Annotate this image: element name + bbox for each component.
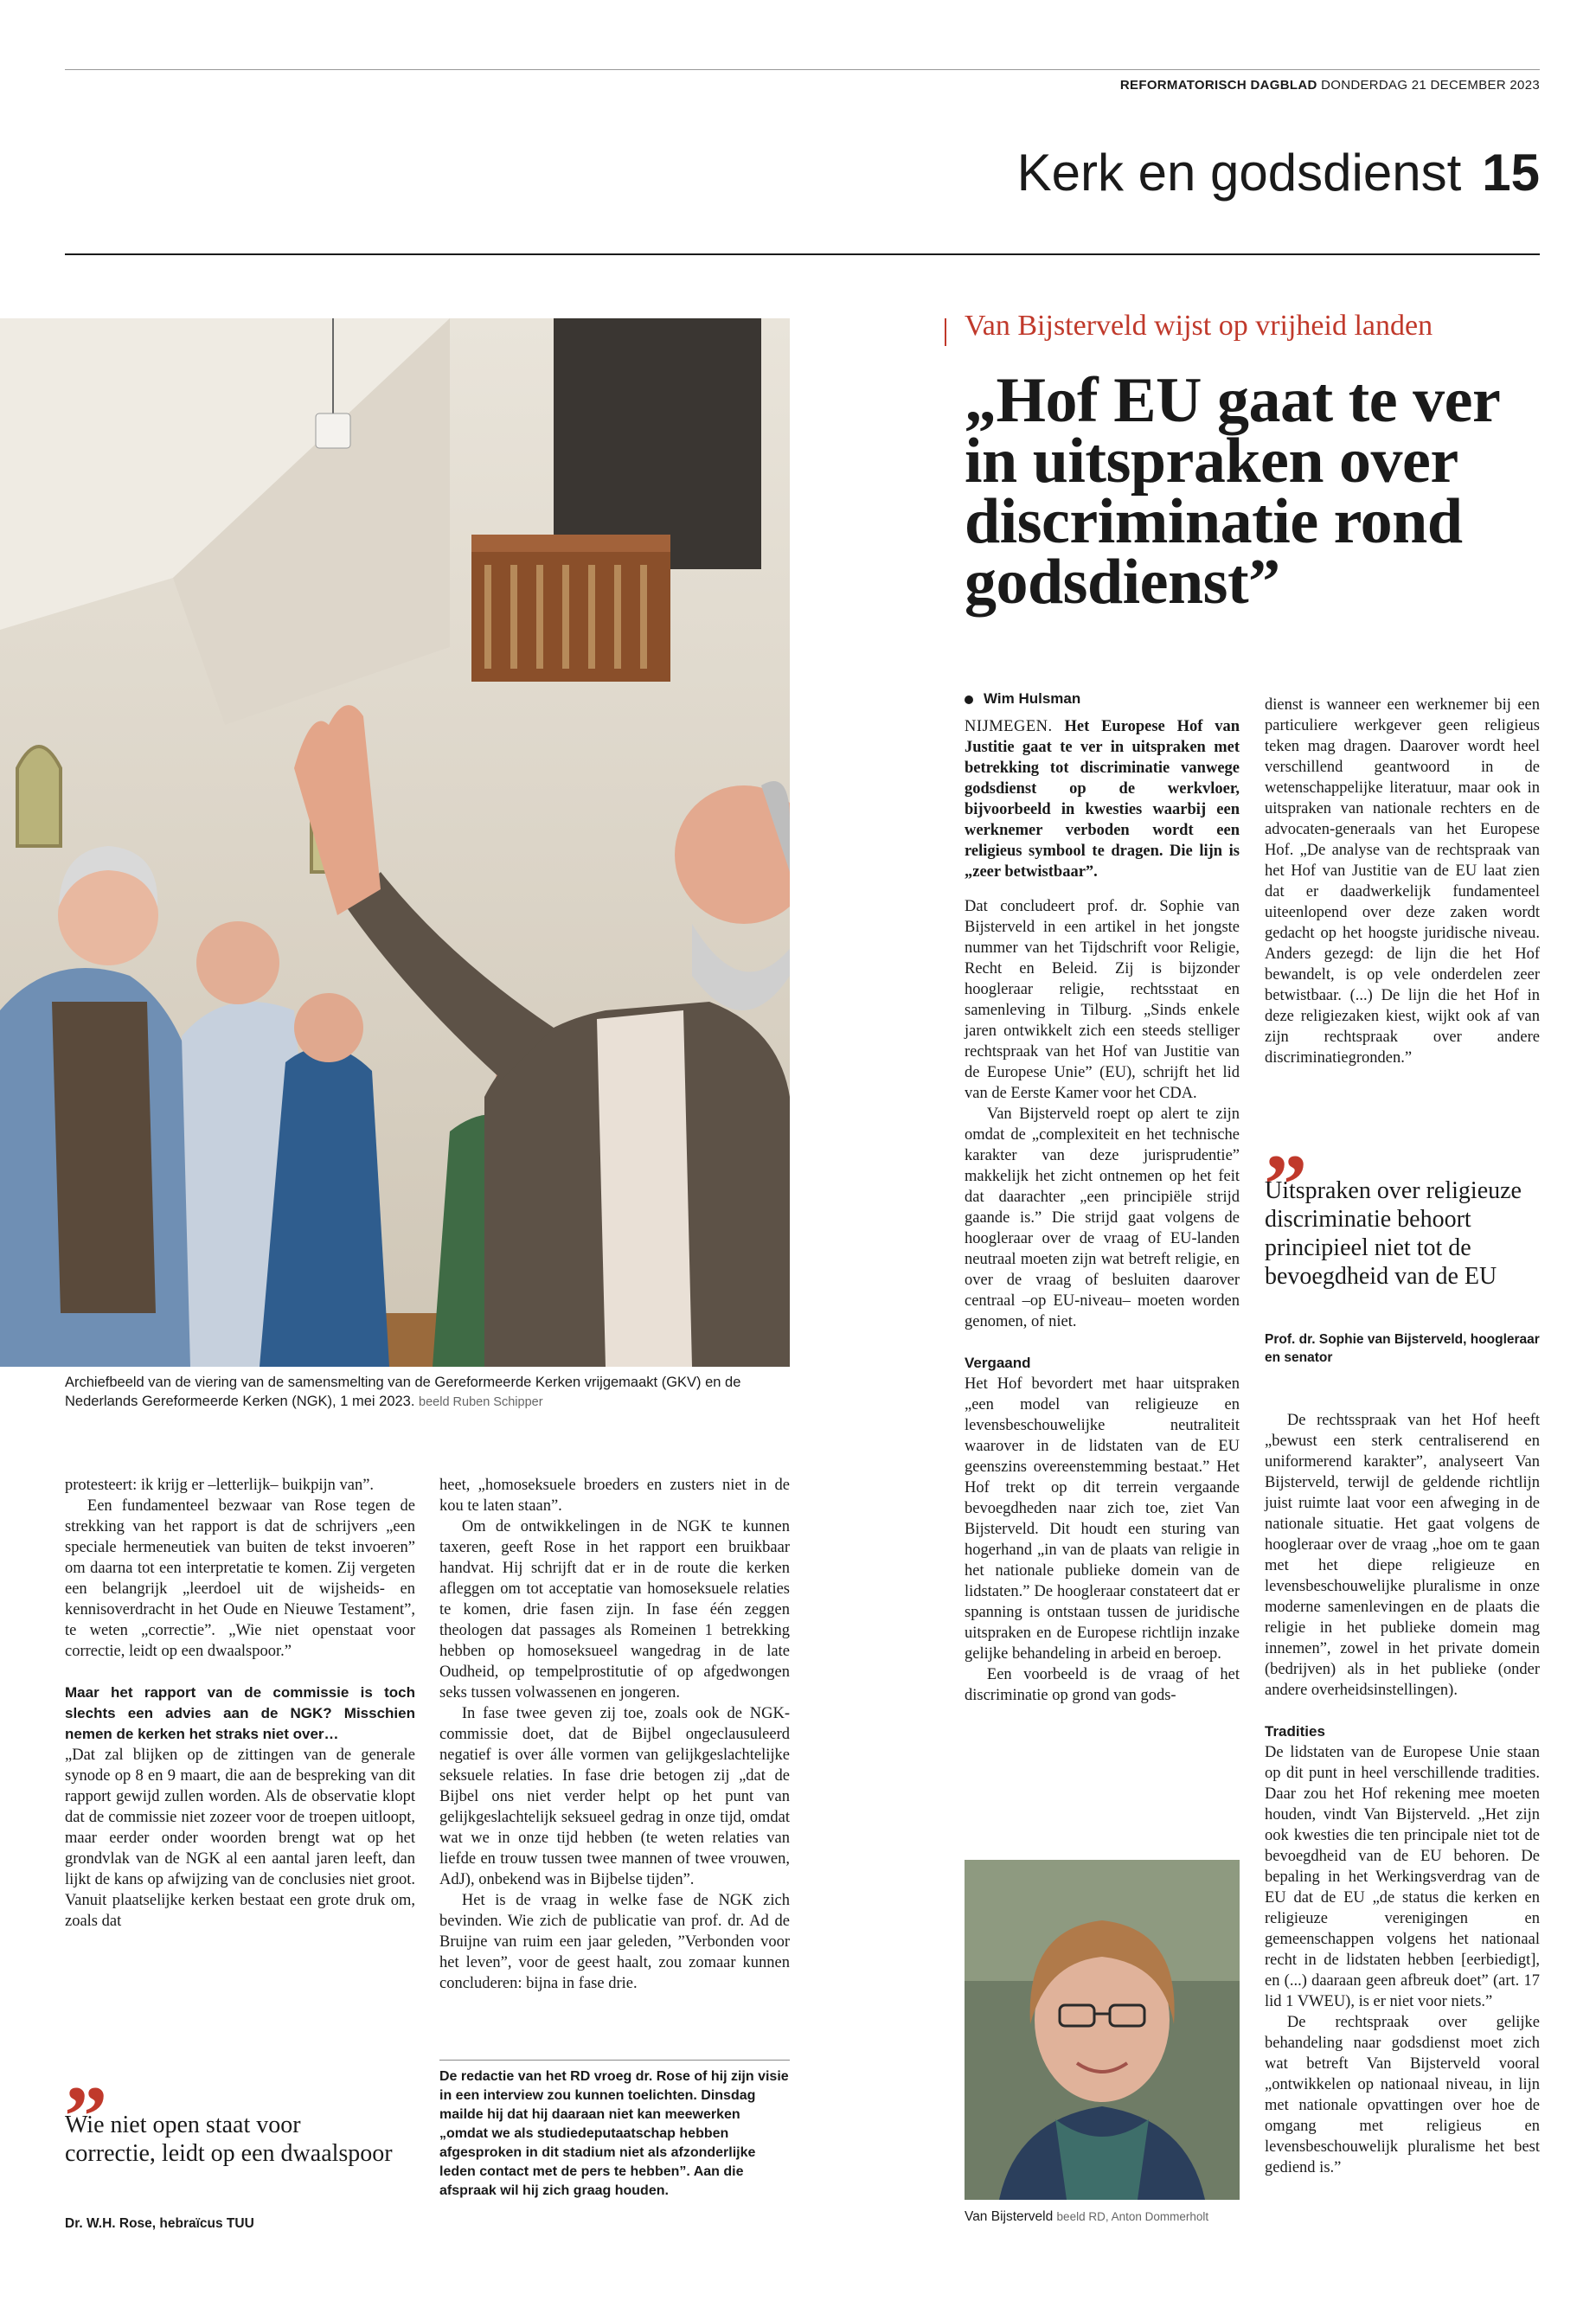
paragraph: De lidstaten van de Europese Unie staan op dit punt in heel verschillende tradities. Daar zou het Hof rekening mee moeten houden, vindt Van Bijsterveld. „Het zijn ook kwesties die ten principale niet tot de bevoegdheid van de EU behoren. De bepaling in het Werkingsverdrag van de EU dat de EU „de status die kerken en religieuze verenigingen en gemeenschappen volgens het nationaal recht in de lidstaten hebben [eerbiedigt], en (...) daaraan geen afbreuk doet” (art. 17 lid 1 VWEU), is er niet voor niets.”: [1265, 1744, 1540, 2010]
paragraph: Een voorbeeld is de vraag of het discriminatie op grond van gods-: [965, 1666, 1240, 1704]
subheading-tradities: Tradities: [1265, 1723, 1325, 1740]
note-rule: [439, 2060, 790, 2061]
portrait-caption: [965, 2208, 1250, 2226]
subheading-vergaand: Vergaand: [965, 1355, 1031, 1371]
paragraph: heet, „homoseksuele broeders en zusters niet in de kou te laten staan”.: [439, 1477, 790, 1515]
page-number: 15: [1482, 144, 1540, 202]
author-name: Wim Hulsman: [984, 690, 1081, 707]
main-photo-caption: [65, 1373, 783, 1412]
dateline: NIJMEGEN.: [965, 718, 1053, 735]
paragraph: Het is de vraag in welke fase de NGK zich bevinden. Wie zich de publicatie van prof. dr. Ad de Bruijne van ruim een jaar geleden, ”Verbonden voor het leven”, voor de geest haalt, zou zomaar kunnen concluderen: bijna in fase drie.: [439, 1892, 790, 1992]
right-article-col2-bottom: [1265, 1410, 1540, 2178]
section-header: [779, 143, 1540, 202]
paper-name: REFORMATORISCH DAGBLAD: [1119, 78, 1317, 93]
paragraph: protesteert: ik krijg er –letterlijk– buikpijn van”.: [65, 1477, 375, 1494]
paragraph: In fase twee geven zij toe, zoals ook de NGK-commissie doet, dat de Bijbel ongeclausuleerd negatief is over álle vormen van gelijkgeslachtelijke seksuele relaties. In fase drie betogen zij „dat de Bijbel ons niet verder helpt op het punt van gelijkgeslachtelijk seksueel gedrag in onze tijd, omdat wat we in onze tijd hebben (te weten relaties van liefde en trouw tussen twee mannen of twee vrouwen, AdJ), onbekend was in Bijbelse tijden”.: [439, 1705, 790, 1888]
article-headline: „Hof EU gaat te ver in uitspraken over discriminatie rond godsdienst”: [965, 365, 1499, 618]
right-quote-attribution: Prof. dr. Sophie van Bijsterveld, hoogleraar en senator: [1265, 1332, 1540, 1365]
right-pull-quote: Uitspraken over religieuze discriminatie behoort principieel niet tot de bevoegdheid van de EU: [1265, 1177, 1522, 1290]
left-article-col2: [439, 1475, 790, 1994]
masthead: [952, 78, 1540, 93]
paragraph: Om de ontwikkelingen in de NGK te kunnen taxeren, geeft Rose in het rapport een bruikbaar handvat. Hij schrijft dat er in de route die kerken afleggen om tot acceptatie van homoseksuele relaties te komen, drie fasen zijn. In fase één zeggen theologen dat passages als Romeinen 1 betrekking hebben op homoseksueel wangedrag in de late Oudheid, op tempelprostitutie of op afgedwongen seks tussen volwassenen en jongeren.: [439, 1518, 790, 1702]
lead-paragraph: [965, 716, 1240, 882]
paragraph: dienst is wanneer een werknemer bij een particuliere werkgever geen religieus teken mag dragen. Daarover wordt heel verschillend geantwoord in de wetenschappelijke literatuur, maar ook in uitspraken van nationale rechters en de advocaten-generaals van het Europese Hof. „De analyse van de rechtspraak van het Hof van Justitie van de EU laat zien dat er daadwerkelijk fundamenteel uiteenlopend over deze zaken wordt gedacht op het hoogste juridische niveau. Anders gezegd: de lijn die het Hof bewandelt, is op vele onderdelen zeer betwistbaar. (...) De lijn die het Hof in deze religiezaken kiest, wijkt ook af van zijn rechtspraak over andere discriminatiegronden.”: [1265, 696, 1540, 1067]
editorial-note: De redactie van het RD vroeg dr. Rose of hij zijn visie in een interview zou kunnen toelichten. Dinsdag mailde hij dat hij daaraan niet kan meewerken „omdat we als studiedeputaatschap hebben afgesproken in dit stadium niet als afzonderlijke leden contact met de pers te hebben”. Aan die afspraak wil hij zich graag houden.: [439, 2069, 789, 2198]
portrait-caption-text: Van Bijsterveld: [965, 2209, 1054, 2224]
portrait-photo: [965, 1860, 1240, 2200]
main-photo-credit: beeld Ruben Schipper: [419, 1395, 543, 1409]
byline: [965, 690, 1080, 708]
right-article-col1: [965, 716, 1240, 1706]
kicker-accent-bar: [945, 318, 946, 346]
left-article-col1: [65, 1475, 415, 1932]
paragraph: Dat concludeert prof. dr. Sophie van Bijsterveld in een artikel in het jongste nummer van het Tijdschrift voor Religie, Recht en Beleid. Zij is bijzonder hoogleraar religie, rechtsstaat en samenleving in Tilburg. „Sinds enkele jaren ontwikkelt zich een steeds stelliger rechtspraak van het Hof van Justitie van de Europese Unie” (EU), schrijft het lid van de Eerste Kamer voor het CDA.: [965, 898, 1240, 1102]
section-rule: [65, 253, 1540, 255]
paragraph: „Dat zal blijken op de zittingen van de generale synode op 8 en 9 maart, die aan de bespreking van dit rapport gewijd zullen worden. Als de observatie klopt dat de commissie niet zozeer voor de troepen uitloopt, maar eerder onder woorden brengt wat op het grondvlak van de NGK al een aantal jaren leeft, dan lijkt de kans op afwijzing van de conclusies niet groot. Vanuit plaatselijke kerken bestaat een grote druk om, zoals dat: [65, 1747, 415, 1930]
left-pull-quote: Wie niet open staat voor correctie, leidt op een dwaalspoor: [65, 2112, 393, 2167]
paragraph: De rechtsspraak van het Hof heeft „bewust een sterk centraliserend en uniformerend karakter”, analyseert Van Bijsterveld, terwijl de geldende richtlijn juist ruimte laat voor een afweging in de nationale situatie. Het gaat volgens de hoogleraar over de vraag „hoe om te gaan met het diepe religieuze en levensbeschouwelijke pluralisme in onze moderne samenlevingen en de plaats die religie in het publieke domein mag innemen”, zowel in het private domein (bedrijven) als in het publieke (onder andere overheidsinstellingen).: [1265, 1412, 1540, 1699]
paragraph: Het Hof bevordert met haar uitspraken „een model van religieuze en levensbeschouwelijke neutraliteit waarover in de lidstaten van de EU geenszins overeenstemming bestaat.” Het Hof trekt op dit terrein vergaande bevoegdheden naar zich toe, ziet Van Bijsterveld. Dit houdt een sturing van hogerhand „in van de plaats van religie in het nationale publieke domein van de lidstaten.” De hoogleraar constateert dat er spanning is ontstaan tussen de juridische uitspraken en de Europese richtlijn inzake gelijke behandeling in arbeid en beroep.: [965, 1375, 1240, 1663]
byline-bullet: [965, 695, 973, 704]
issue-date: DONDERDAG 21 DECEMBER 2023: [1321, 78, 1540, 93]
portrait-illustration: [965, 1860, 1240, 2200]
church-service-illustration: [0, 318, 790, 1367]
portrait-credit: beeld RD, Anton Dommerholt: [1056, 2210, 1209, 2223]
article-kicker: Van Bijsterveld wijst op vrijheid landen: [965, 310, 1433, 342]
paragraph: De rechtspraak over gelijke behandeling naar godsdienst moet zich wat betreft Van Bijsterveld vooral „ontwikkelen op nationaal niveau, in lijn met nationale opvattingen over hoe de omgang met religieus en levensbeschouwelijk pluralisme het best gediend is.”: [1265, 2014, 1540, 2176]
left-quote-mark: „: [65, 2023, 108, 2119]
top-rule: [65, 69, 1540, 70]
right-quote-mark: „: [1265, 1092, 1308, 1188]
main-photo-caption-text: Archiefbeeld van de viering van de samensmelting van de Gereformeerde Kerken vrijgemaakt (GKV) en de Nederlands Gereformeerde Kerken (NGK), 1 mei 2023.: [65, 1375, 741, 1409]
left-quote-attribution: Dr. W.H. Rose, hebraïcus TUU: [65, 2216, 254, 2231]
lead-text: Het Europese Hof van Justitie gaat te ver in uitspraken met betrekking tot discriminatie vanwege godsdienst op de werkvloer, bijvoorbeeld in kwesties waarbij een werknemer verboden wordt een religieus symbool te dragen. Die lijn is „zeer betwistbaar”.: [965, 718, 1240, 881]
main-photo: [0, 318, 790, 1367]
interview-question: Maar het rapport van de commissie is toch slechts een advies aan de NGK? Misschien nemen de kerken het straks niet over…: [65, 1684, 415, 1742]
section-title: Kerk en godsdienst: [1016, 144, 1462, 202]
right-article-col2-top: [1265, 695, 1540, 1068]
paragraph: Een fundamenteel bezwaar van Rose tegen de strekking van het rapport is dat de schrijvers „een speciale hermeneutiek van buiten de tekst invoeren” om daarna tot een interpretatie te komen. Zij vergeten een belangrijk „leerdoel uit de wijsheids- en kennisoverdracht in het Oude en Nieuwe Testament”, te weten „correctie”. „Wie niet openstaat voor correctie, leidt op een dwaalspoor.”: [65, 1497, 415, 1660]
paragraph: Van Bijsterveld roept op alert te zijn omdat de „complexiteit en het technische karakter van deze jurisprudentie” makkelijk het zicht ontnemen op het feit dat daarachter „een principiële strijd gaande is.” Die strijd gaat volgens de hoogleraar over de vraag of EU-landen neutraal moeten zijn wat betreft religie, en over de vraag of besluiten daarover centraal –op EU-niveau– moeten worden genomen, of niet.: [965, 1106, 1240, 1330]
